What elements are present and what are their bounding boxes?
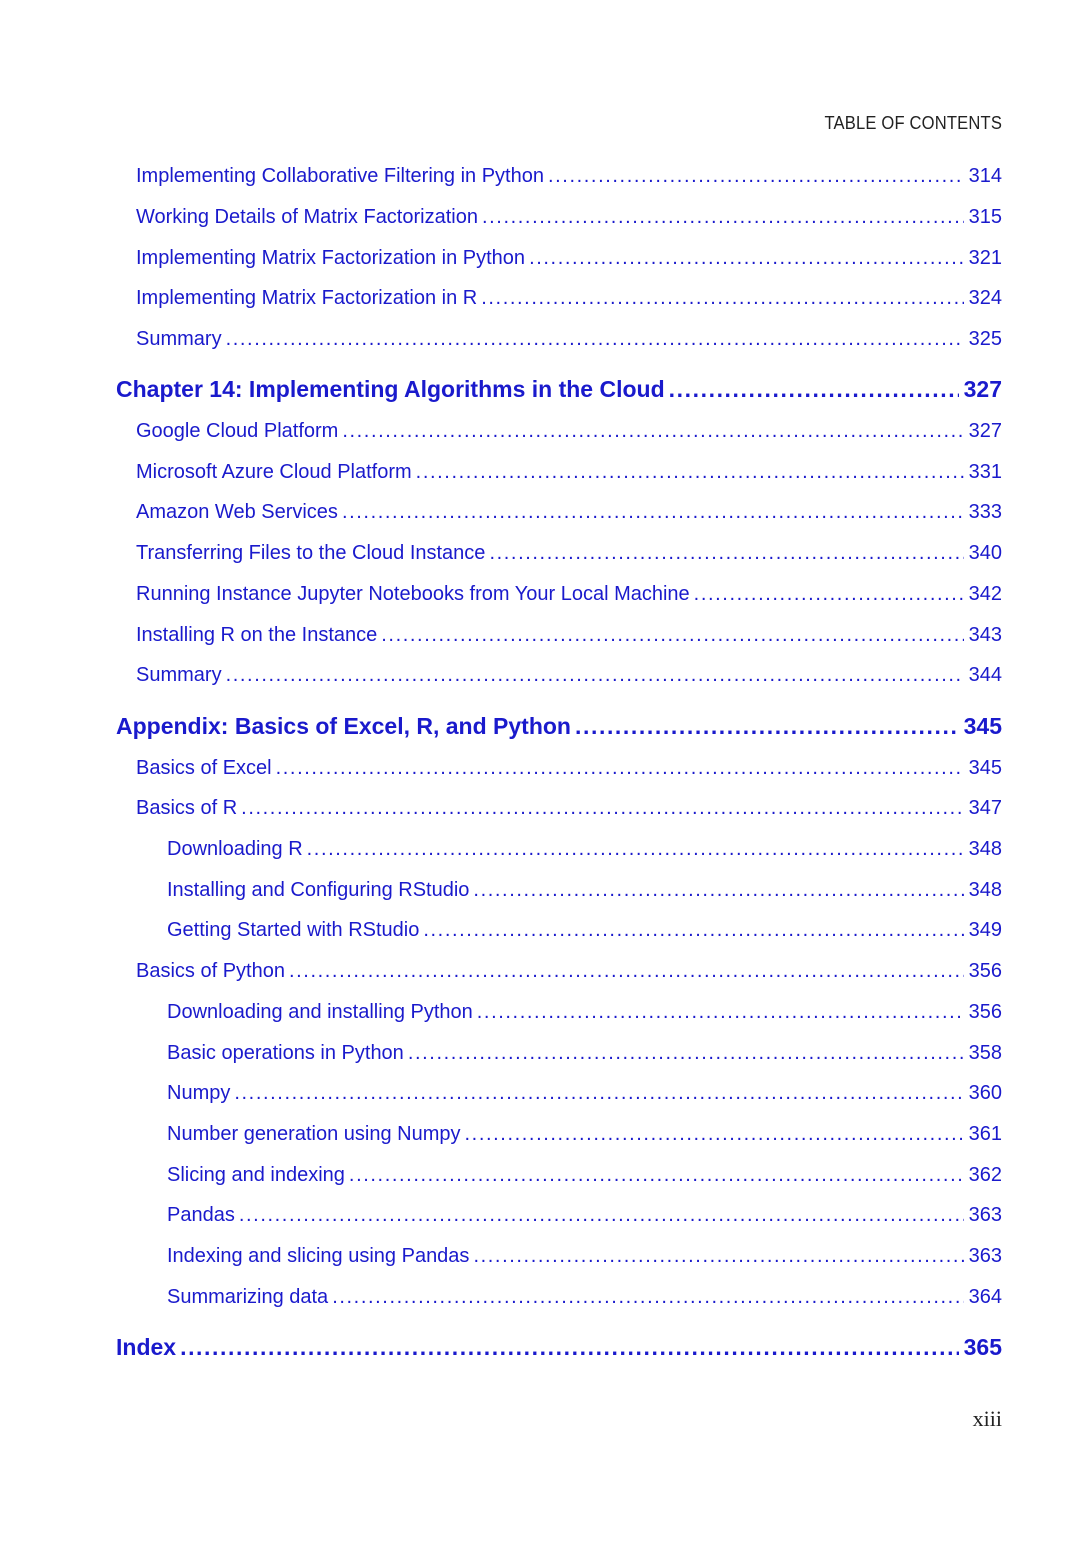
toc-entry-title: Chapter 14: Implementing Algorithms in the Cloud	[116, 376, 665, 402]
toc-section-entry[interactable]	[167, 838, 1002, 866]
toc-entry-page: 365	[963, 1334, 1002, 1360]
toc-section-entry[interactable]	[136, 420, 1002, 448]
dot-leader	[423, 919, 963, 942]
toc-entry-title: Downloading and installing Python	[167, 1001, 473, 1023]
dot-leader	[239, 1204, 964, 1227]
toc-section-entry[interactable]	[167, 1082, 1002, 1110]
dot-leader	[669, 376, 959, 403]
toc-entry-title: Basics of Python	[136, 960, 285, 982]
toc-entry-page: 361	[968, 1123, 1002, 1145]
toc-entry-title: Summary	[136, 664, 222, 686]
toc-entry-page: 314	[968, 165, 1002, 187]
dot-leader	[180, 1334, 959, 1361]
toc-entry-page: 363	[968, 1204, 1002, 1226]
toc-section-entry[interactable]	[167, 1245, 1002, 1273]
dot-leader	[307, 838, 964, 861]
toc-entry-page: 348	[968, 879, 1002, 901]
dot-leader	[473, 879, 963, 902]
dot-leader	[481, 287, 963, 310]
dot-leader	[416, 461, 964, 484]
toc-section-entry[interactable]	[136, 501, 1002, 529]
toc-entry-page: 364	[968, 1286, 1002, 1308]
toc-entry-page: 362	[968, 1164, 1002, 1186]
toc-entry-page: 345	[963, 713, 1002, 739]
toc-entry-title: Slicing and indexing	[167, 1164, 345, 1186]
toc-section-entry[interactable]	[136, 624, 1002, 652]
toc-entry-title: Microsoft Azure Cloud Platform	[136, 461, 412, 483]
running-head: TABLE OF CONTENTS	[824, 113, 1002, 133]
toc-entry-page: 327	[968, 420, 1002, 442]
toc-section-entry[interactable]	[167, 1042, 1002, 1070]
toc-entry-title: Indexing and slicing using Pandas	[167, 1245, 470, 1267]
dot-leader	[473, 1245, 963, 1268]
dot-leader	[276, 757, 964, 780]
dot-leader	[332, 1286, 963, 1309]
toc-entry-title: Running Instance Jupyter Notebooks from Your Local Machine	[136, 583, 690, 605]
dot-leader	[241, 797, 963, 820]
toc-entry-title: Transferring Files to the Cloud Instance	[136, 542, 486, 564]
toc-section-entry[interactable]	[167, 1001, 1002, 1029]
toc-section-entry[interactable]	[167, 1286, 1002, 1314]
toc-entry-title: Implementing Matrix Factorization in Python	[136, 247, 526, 269]
toc-section-entry[interactable]	[136, 165, 1002, 193]
dot-leader	[529, 247, 964, 270]
toc-entry-page: 344	[968, 664, 1002, 686]
dot-leader	[408, 1042, 964, 1065]
toc-entry-title: Basics of R	[136, 797, 238, 819]
toc-entry-page: 327	[963, 376, 1002, 402]
toc-entry-title: Downloading R	[167, 838, 303, 860]
toc-section-entry[interactable]	[136, 287, 1002, 315]
toc-entry-title: Number generation using Numpy	[167, 1123, 461, 1145]
toc-entry-page: 345	[968, 757, 1002, 779]
toc-entry-page: 325	[968, 328, 1002, 350]
toc-chapter-entry[interactable]	[116, 1334, 1002, 1364]
toc-entry-page: 358	[968, 1042, 1002, 1064]
dot-leader	[548, 165, 964, 188]
toc-entry-page: 324	[968, 287, 1002, 309]
toc-section-entry[interactable]	[136, 797, 1002, 825]
toc-section-entry[interactable]	[167, 1123, 1002, 1151]
page-number: xiii	[972, 1406, 1002, 1431]
toc-entry-title: Implementing Collaborative Filtering in Python	[136, 165, 544, 187]
toc-entry-page: 333	[968, 501, 1002, 523]
dot-leader	[575, 713, 959, 740]
toc-entry-page: 356	[968, 1001, 1002, 1023]
toc-entry-page: 343	[968, 624, 1002, 646]
toc-entry-page: 360	[968, 1082, 1002, 1104]
dot-leader	[489, 542, 963, 565]
toc-section-entry[interactable]	[136, 960, 1002, 988]
toc-section-entry[interactable]	[136, 583, 1002, 611]
toc-entry-page: 363	[968, 1245, 1002, 1267]
toc-entry-page: 342	[968, 583, 1002, 605]
dot-leader	[482, 206, 964, 229]
toc-entry-title: Google Cloud Platform	[136, 420, 339, 442]
toc-entry-title: Index	[116, 1334, 177, 1360]
toc-entry-title: Implementing Matrix Factorization in R	[136, 287, 478, 309]
toc-section-entry[interactable]	[136, 328, 1002, 356]
dot-leader	[349, 1164, 964, 1187]
toc-entry-title: Installing and Configuring RStudio	[167, 879, 470, 901]
dot-leader	[342, 420, 963, 443]
dot-leader	[381, 624, 963, 647]
toc-entry-title: Pandas	[167, 1204, 235, 1226]
toc-section-entry[interactable]	[167, 879, 1002, 907]
toc-entry-title: Numpy	[167, 1082, 231, 1104]
toc-entry-title: Summarizing data	[167, 1286, 329, 1308]
toc-section-entry[interactable]	[136, 247, 1002, 275]
toc-entry-title: Amazon Web Services	[136, 501, 338, 523]
toc-entry-page: 349	[968, 919, 1002, 941]
toc-entry-page: 356	[968, 960, 1002, 982]
toc-entry-title: Working Details of Matrix Factorization	[136, 206, 478, 228]
dot-leader	[234, 1082, 963, 1105]
dot-leader	[465, 1123, 964, 1146]
dot-leader	[694, 583, 964, 606]
dot-leader	[226, 328, 964, 351]
toc-entry-page: 331	[968, 461, 1002, 483]
toc-entry-title: Getting Started with RStudio	[167, 919, 420, 941]
toc-section-entry[interactable]	[167, 919, 1002, 947]
toc-entry-page: 340	[968, 542, 1002, 564]
toc-section-entry[interactable]	[136, 461, 1002, 489]
toc-entry-page: 321	[968, 247, 1002, 269]
toc-entry-page: 347	[968, 797, 1002, 819]
toc-entry-title: Installing R on the Instance	[136, 624, 378, 646]
dot-leader	[289, 960, 964, 983]
toc-entry-page: 315	[968, 206, 1002, 228]
toc-section-entry[interactable]	[167, 1164, 1002, 1192]
toc-section-entry[interactable]	[136, 206, 1002, 234]
toc-entry-title: Basic operations in Python	[167, 1042, 404, 1064]
toc-entry-title: Appendix: Basics of Excel, R, and Python	[116, 713, 571, 739]
toc-entry-title: Basics of Excel	[136, 757, 272, 779]
toc-section-entry[interactable]	[167, 1204, 1002, 1232]
toc-chapter-entry[interactable]	[116, 713, 1002, 743]
toc-section-entry[interactable]	[136, 757, 1002, 785]
dot-leader	[226, 664, 964, 687]
dot-leader	[477, 1001, 964, 1024]
toc-section-entry[interactable]	[136, 542, 1002, 570]
toc-section-entry[interactable]	[136, 664, 1002, 692]
dot-leader	[342, 501, 964, 524]
toc-entry-title: Summary	[136, 328, 222, 350]
toc-chapter-entry[interactable]	[116, 376, 1002, 406]
toc-entry-page: 348	[968, 838, 1002, 860]
